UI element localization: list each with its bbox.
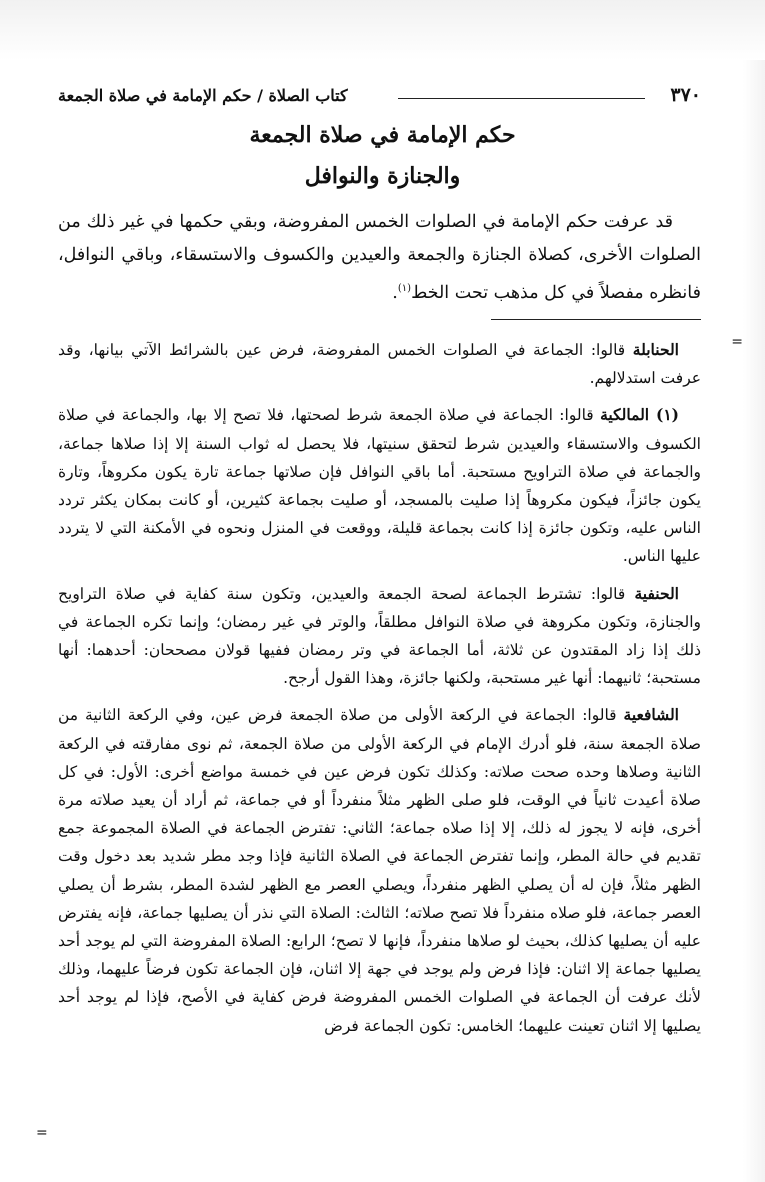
footnote-hanabila [58, 336, 701, 392]
running-title: كتاب الصلاة / حكم الإمامة في صلاة الجمعة [58, 86, 348, 105]
footnote-text: قالوا: الجماعة في الصلوات الخمس المفروضة، فرض عين بالشرائط الآتي بيانها، وقد عرفت استدلالهم. [58, 341, 701, 388]
school-label: الحنفية [634, 583, 679, 603]
school-label: الحنابلة [632, 340, 679, 359]
footnote-malikiyya [58, 401, 701, 570]
intro-text: قد عرفت حكم الإمامة في الصلوات الخمس المفروضة، وبقي حكمها في غير ذلك من الصلوات الأخرى، كصلاة الجنازة والجمعة والعيدين والكسوف والاستسقاء، وباقي النوافل، فانظره مفصلاً في كل مذهب تحت الخط [58, 212, 701, 303]
header-rule [398, 98, 645, 99]
footnote-shafiiyya [58, 701, 701, 1039]
footnote-text: قالوا: الجماعة في الركعة الأولى من صلاة الجمعة فرض عين، وفي الركعة الثانية من صلاة الجمعة سنة، فلو أدرك الإمام في الركعة الأولى من صلاة الجمعة، ثم نوى مفارقته في الركعة الثانية وصلاها وحده صحت صلاته: وكذلك تكون فرض عين في خمسة مواضع أخرى: الأول: في كل صلاة أعيدت ثانياً في الوقت، فلو صلى الظهر مثلاً منفرداً أو في جماعة، ثم أراد أن يعيد صلاته مرة أخرى، فإنه لا يجوز له ذلك، إلا إذا صلاه جماعة؛ الثاني: تفترض الجماعة في الصلاة المجموعة جمع تقديم في حالة المطر، وإنما تفترض الجماعة في الصلاة الثانية فإذا وجد مطر شديد بعد دخول وقت الظهر مثلاً، فإن له أن يصلي الظهر منفرداً، ويصلي العصر مع الظهر لشدة المطر، بشرط أن يصلي العصر جماعة، فلو صلاه منفرداً فلا تصح صلاته؛ الثالث: الصلاة التي نذر أن يصليها جماعة، فإنه يفترض عليه أن يصليها كذلك، بحيث لو صلاها منفرداً، فإنها لا تصح؛ الرابع: الصلاة المفروضة التي لم يوجد أحد يصليها جماعة إلا اثنان: فإذا فرض ولم يوجد في جهة إلا اثنان، فإن الجماعة تكون فرضاً عليهما، وذلك لأنك عرفت أن الجماعة في الصلوات الخمس المفروضة فرض كفاية في الأصح، فإذا لم يوجد أحد يصليها إلا اثنان تعينت عليهما؛ الخامس: تكون الجماعة فرض [58, 706, 701, 1035]
footnote-text: قالوا: الجماعة في صلاة الجمعة شرط لصحتها، فلا تصح إلا بها، والجماعة في صلاة الكسوف والاستسقاء والعيدين شرط لتحقق سنيتها، فلا يحصل له ثواب السنة إلا إذا صلاها جماعة، والجماعة في صلاة التراويح مستحبة. أما باقي النوافل فإن صلاتها جماعة تارة يكون مكروهاً، وتارة يكون جائزاً، فيكون مكروهاً إذا صليت بالمسجد، أو صليت بجماعة كثيرين، أو كانت بمكان يكثر تردد الناس عليه، وتكون جائزة إذا كانت بجماعة قليلة، ووقعت في المنزل ونحوه في الأمكنة التي لا يتردد عليها الناس. [58, 406, 701, 566]
chapter-title-line-1: حكم الإمامة في صلاة الجمعة [249, 122, 516, 148]
footnote-ref: (١) [397, 283, 412, 294]
scan-shadow-top [0, 0, 765, 60]
continuation-mark-bottom: = [36, 1125, 48, 1141]
school-label: الشافعية [623, 705, 679, 725]
continuation-mark-top: = [731, 334, 743, 350]
page-number: ٣٧٠ [670, 84, 701, 106]
running-header [58, 84, 701, 114]
footnote-separator [491, 319, 701, 320]
footnote-text: قالوا: تشترط الجماعة لصحة الجمعة والعيدين، وتكون سنة كفاية في صلاة التراويح والجنازة، وتكون مكروهة في صلاة النوافل مطلقاً، والوتر في غير رمضان؛ وإنما تكره الجماعة في ذلك إذا زاد المقتدون عن ثلاثة، أما الجماعة في وتر رمضان ففيها قولان مصححان: أحدهما: أنها مستحبة؛ ثانيهما: أنها غير مستحبة، ولكنها جائزة، وهذا القول أرجح. [58, 584, 701, 688]
school-label: (١) المالكية [600, 405, 679, 425]
chapter-title-line-2: والجنازة والنوافل [304, 163, 461, 189]
intro-end: . [392, 282, 398, 303]
scan-shadow-right [743, 60, 765, 1182]
intro-paragraph [58, 206, 701, 310]
footnote-hanafiyya [58, 580, 701, 693]
footnotes [58, 336, 701, 1049]
